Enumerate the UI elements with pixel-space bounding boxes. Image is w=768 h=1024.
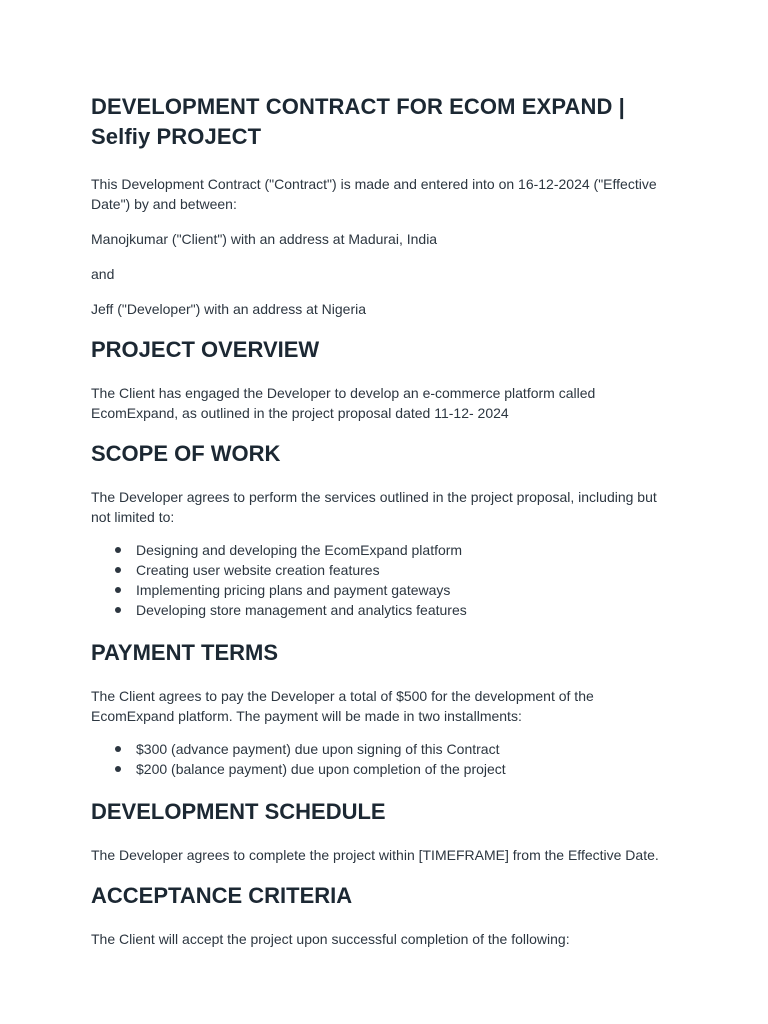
overview-paragraph: The Client has engaged the Developer to develop an e-commerce platform called EcomExpand, as outlined in the project proposal dated 11-12- 2024 [91,385,596,421]
scope-paragraph: The Developer agrees to perform the services outlined in the project proposal, including but not limited to: [91,489,657,525]
document-title: DEVELOPMENT CONTRACT FOR ECOM EXPAND | Selfiy PROJECT [91,94,625,149]
heading-acceptance-criteria: ACCEPTANCE CRITERIA [91,883,353,908]
heading-payment-terms: PAYMENT TERMS [91,640,279,665]
scope-list [91,540,678,620]
list-item: $200 (balance payment) due upon completion of the project [136,759,678,779]
developer-party: Jeff ("Developer") with an address at Nigeria [91,301,367,317]
heading-development-schedule: DEVELOPMENT SCHEDULE [91,799,386,824]
intro-paragraph: This Development Contract ("Contract") is made and entered into on 16-12-2024 ("Effective Date") by and between: [91,176,657,212]
list-item: Creating user website creation features [136,560,678,580]
acceptance-paragraph: The Client will accept the project upon successful completion of the following: [91,931,570,947]
list-item: $300 (advance payment) due upon signing of this Contract [136,739,678,759]
payment-list [91,739,678,779]
client-party: Manojkumar ("Client") with an address at Madurai, India [91,231,438,247]
list-item: Developing store management and analytics features [136,600,678,620]
list-item: Implementing pricing plans and payment gateways [136,580,678,600]
conjunction-text: and [91,266,115,282]
schedule-paragraph: The Developer agrees to complete the project within [TIMEFRAME] from the Effective Date. [91,847,659,863]
heading-project-overview: PROJECT OVERVIEW [91,337,320,362]
payment-paragraph: The Client agrees to pay the Developer a total of $500 for the development of the EcomExpand platform. The payment will be made in two installments: [91,688,594,724]
list-item: Designing and developing the EcomExpand platform [136,540,678,560]
heading-scope-of-work: SCOPE OF WORK [91,441,281,466]
